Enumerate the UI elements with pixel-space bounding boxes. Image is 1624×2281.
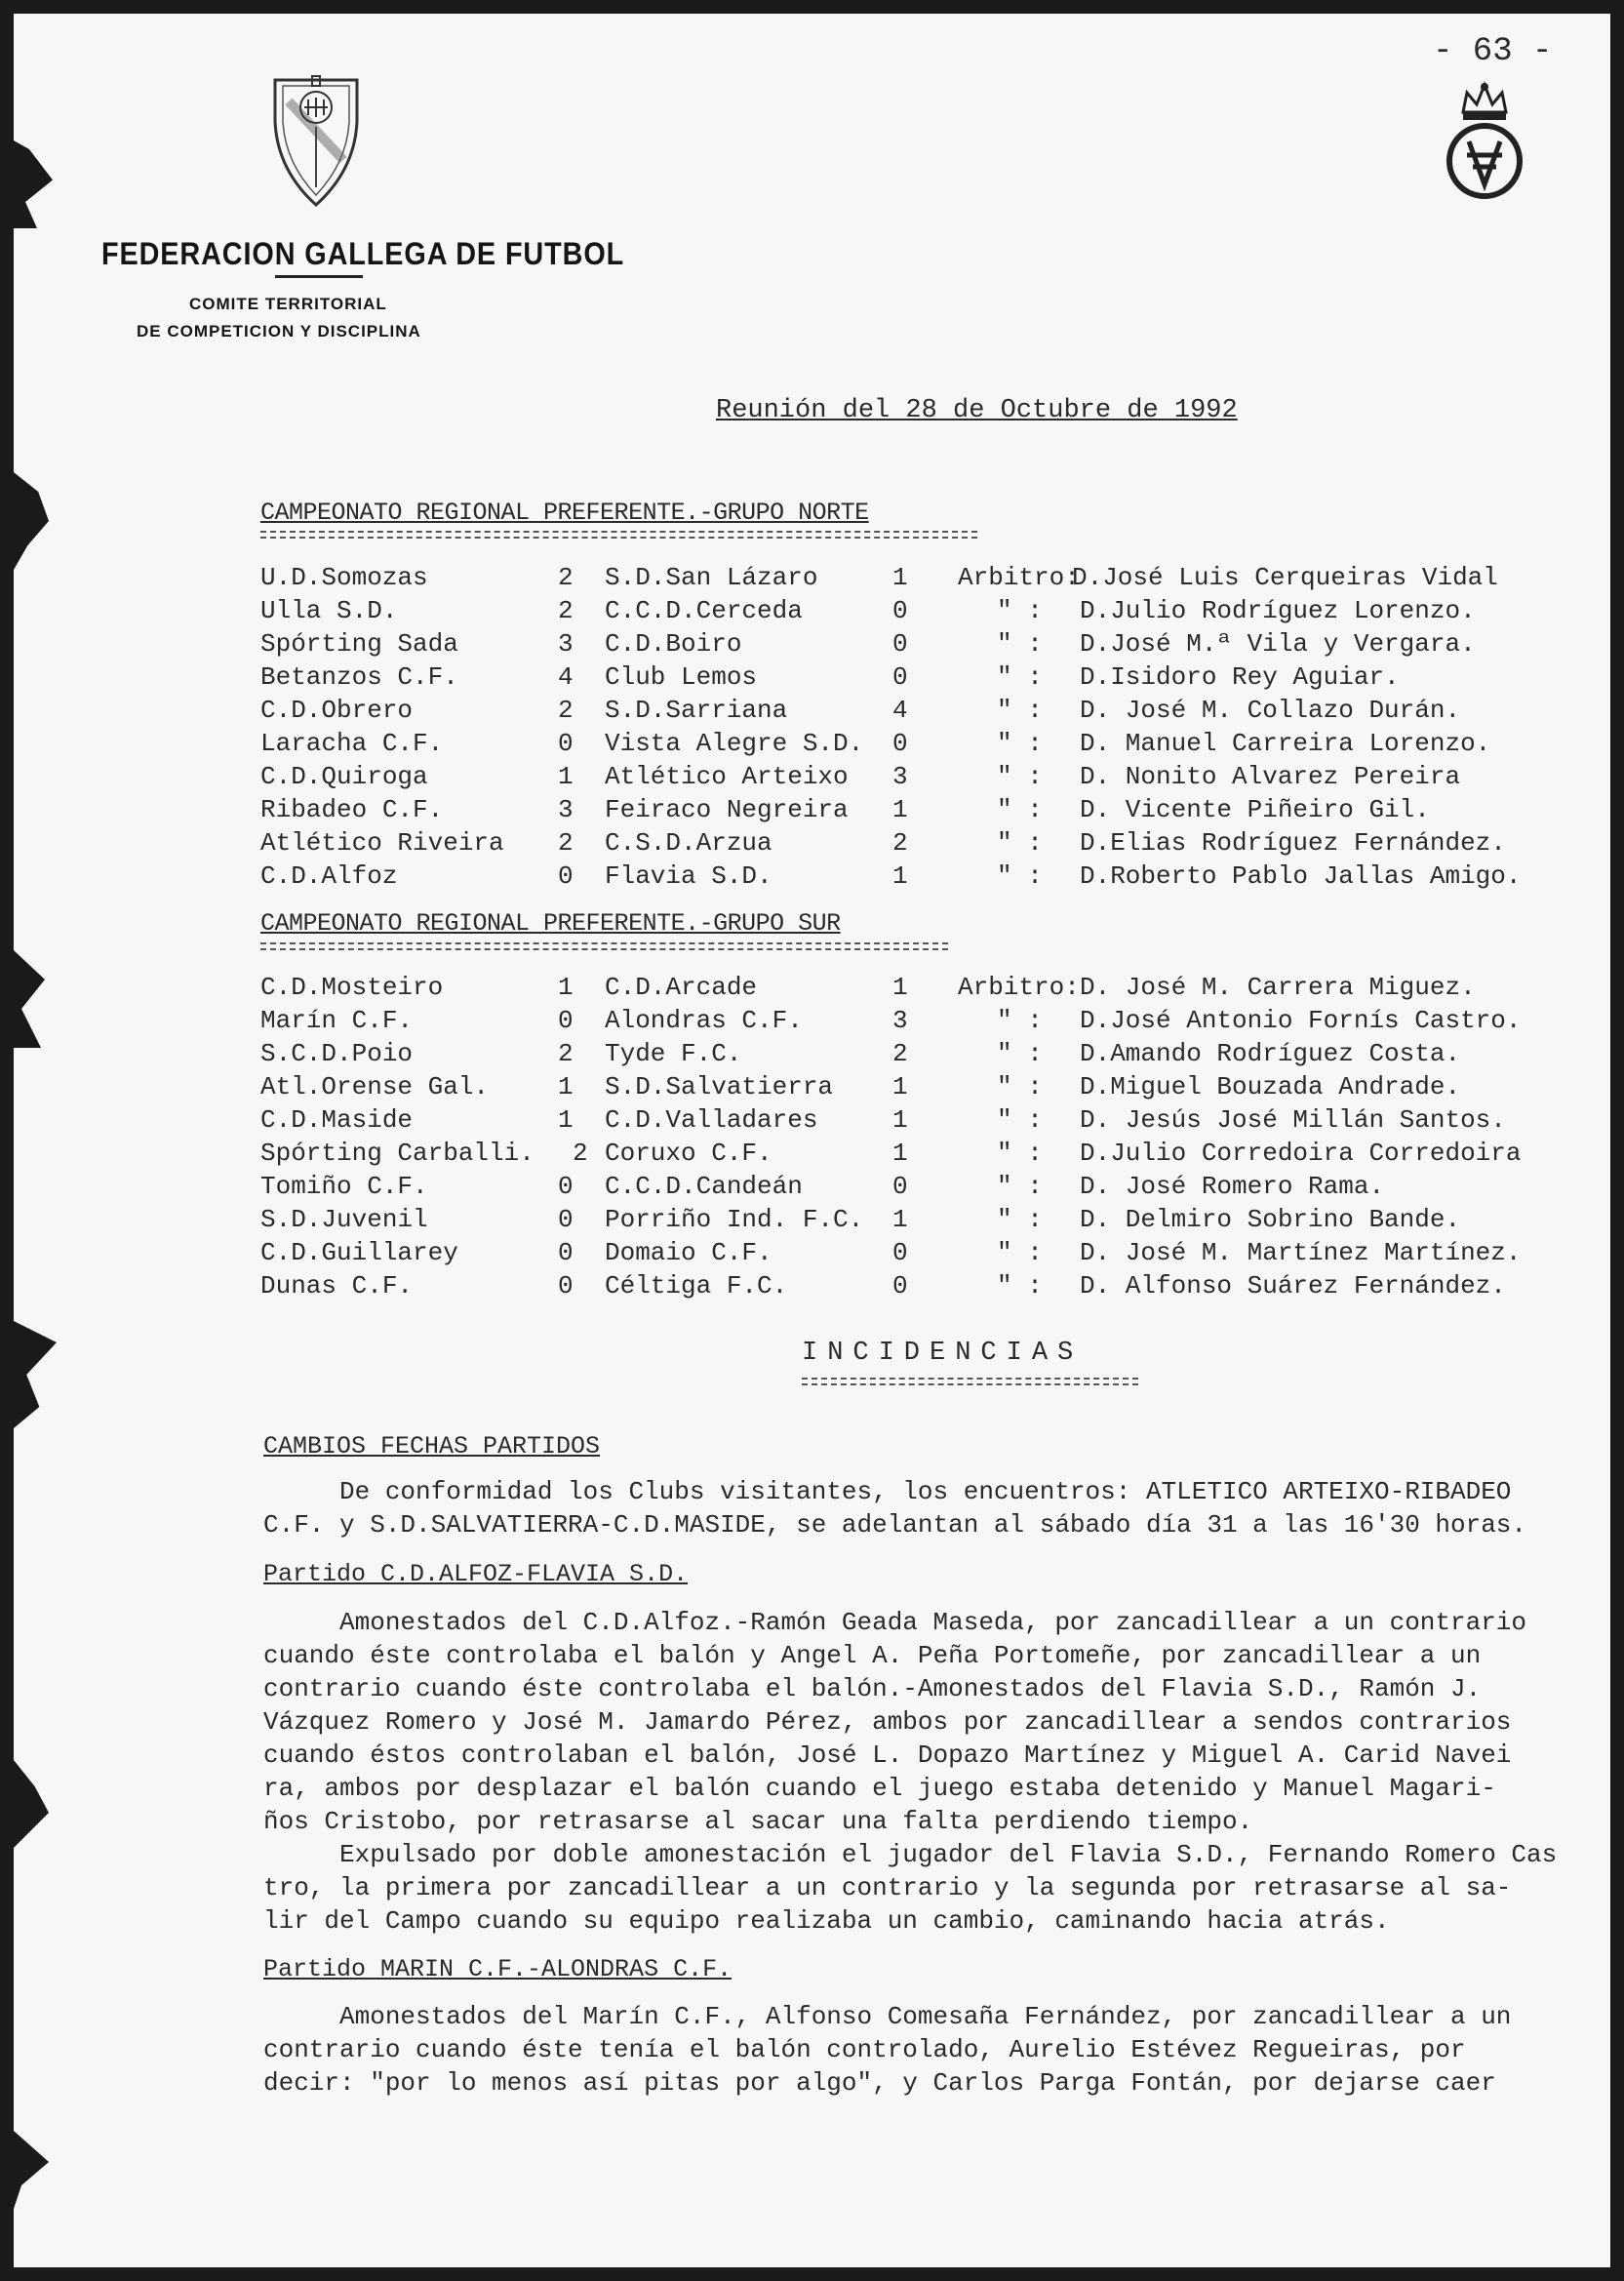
- home-team: Laracha C.F.: [260, 729, 444, 758]
- away-team: C.C.D.Candeán: [605, 1172, 803, 1201]
- home-score: 2: [558, 1039, 574, 1068]
- away-team: S.D.San Lázaro: [605, 563, 818, 592]
- home-team: C.D.Mosteiro: [260, 973, 444, 1002]
- referee: D.Roberto Pablo Jallas Amigo.: [1080, 861, 1522, 891]
- home-score: 2: [558, 828, 574, 858]
- referee: D. José M. Carrera Miguez.: [1080, 973, 1476, 1002]
- home-score: 0: [558, 1205, 574, 1234]
- away-score: 1: [892, 1205, 908, 1234]
- text-line: Expulsado por doble amonestación el jugador del Flavia S.D., Fernando Romero Cas: [263, 1840, 1558, 1869]
- home-score: 2: [573, 1139, 588, 1168]
- away-score: 0: [892, 662, 908, 692]
- away-team: Domaio C.F.: [605, 1238, 772, 1267]
- referee-label: " :: [997, 1271, 1043, 1301]
- referee: D.José Antonio Fornís Castro.: [1080, 1006, 1522, 1035]
- away-score: 1: [892, 1139, 908, 1168]
- home-team: U.D.Somozas: [260, 563, 428, 592]
- referee-label: " :: [997, 1072, 1043, 1101]
- home-team: Atlético Riveira: [260, 828, 504, 858]
- federation-title: FEDERACION GALLEGA DE FUTBOL: [101, 236, 625, 271]
- home-team: S.C.D.Poio: [260, 1039, 414, 1068]
- crown-emblem-logo: [1440, 77, 1529, 204]
- home-team: Atl.Orense Gal.: [260, 1072, 490, 1101]
- away-team: C.S.D.Arzua: [605, 828, 772, 858]
- text-line: ños Cristobo, por retrasarse al sacar una falta perdiendo tiempo.: [263, 1807, 1253, 1836]
- home-score: 3: [558, 629, 574, 659]
- group-title-norte: CAMPEONATO REGIONAL PREFERENTE.-GRUPO NORTE: [260, 499, 869, 527]
- away-score: 4: [892, 696, 908, 725]
- away-team: Alondras C.F.: [605, 1006, 803, 1035]
- referee: D.José Luis Cerqueiras Vidal: [1072, 563, 1498, 592]
- referee: D. José Romero Rama.: [1080, 1172, 1385, 1201]
- meeting-title: Reunión del 28 de Octubre de 1992: [716, 396, 1238, 425]
- away-score: 3: [892, 1006, 908, 1035]
- text-line: contrario cuando éste controlaba el balón.-Amonestados del Flavia S.D., Ramón J.: [263, 1674, 1482, 1703]
- alfoz-paragraph: [263, 1606, 1557, 1938]
- torn-edge: [14, 140, 53, 228]
- away-score: 1: [892, 861, 908, 891]
- away-score: 0: [892, 1172, 908, 1201]
- home-score: 0: [558, 1238, 574, 1267]
- torn-edge: [14, 1321, 57, 1428]
- away-team: C.D.Arcade: [605, 973, 758, 1002]
- home-team: Ulla S.D.: [260, 596, 398, 625]
- referee: D. Jesús José Millán Santos.: [1080, 1105, 1506, 1135]
- referee: D. Nonito Alvarez Pereira: [1080, 762, 1461, 791]
- away-score: 1: [892, 973, 908, 1002]
- referee: D.Isidoro Rey Aguiar.: [1080, 662, 1400, 692]
- referee-label: " :: [997, 861, 1043, 891]
- referee-label: Arbitro:: [958, 563, 1080, 592]
- away-team: Vista Alegre S.D.: [605, 729, 864, 758]
- home-score: 2: [558, 596, 574, 625]
- referee: D.Miguel Bouzada Andrade.: [1080, 1072, 1461, 1101]
- home-score: 1: [558, 1105, 574, 1135]
- referee-label: " :: [997, 1006, 1043, 1035]
- torn-edge: [14, 2131, 53, 2209]
- text-line: C.F. y S.D.SALVATIERRA-C.D.MASIDE, se adelantan al sábado día 31 a las 16'30 horas.: [263, 1510, 1527, 1540]
- away-team: C.C.D.Cerceda: [605, 596, 803, 625]
- text-line: cuando éstos controlaban el balón, José L. Dopazo Martínez y Miguel A. Carid Navei: [263, 1741, 1512, 1770]
- text-line: De conformidad los Clubs visitantes, los encuentros: ATLETICO ARTEIXO-RIBADEO: [263, 1477, 1512, 1506]
- document-page: [14, 14, 1610, 2267]
- home-team: C.D.Alfoz: [260, 861, 398, 891]
- committee-line-1: COMITE TERRITORIAL: [189, 295, 387, 313]
- double-rule: [260, 531, 977, 539]
- home-score: 2: [558, 563, 574, 592]
- home-score: 0: [558, 729, 574, 758]
- referee-label: " :: [997, 762, 1043, 791]
- marin-heading: Partido MARIN C.F.-ALONDRAS C.F.: [263, 1955, 733, 1983]
- torn-edge: [14, 1760, 49, 1848]
- referee: D. José M. Collazo Durán.: [1080, 696, 1461, 725]
- away-team: Tyde F.C.: [605, 1039, 742, 1068]
- away-score: 0: [892, 596, 908, 625]
- away-team: C.D.Valladares: [605, 1105, 818, 1135]
- away-team: Céltiga F.C.: [605, 1271, 788, 1301]
- text-line: Amonestados del C.D.Alfoz.-Ramón Geada Maseda, por zancadillear a un contrario: [263, 1608, 1527, 1637]
- home-score: 0: [558, 1271, 574, 1301]
- group-title-sur: CAMPEONATO REGIONAL PREFERENTE.-GRUPO SUR: [260, 909, 841, 938]
- away-team: Porriño Ind. F.C.: [605, 1205, 864, 1234]
- page-number: - 63 -: [1433, 33, 1553, 70]
- referee-label: " :: [997, 828, 1043, 858]
- referee-label: " :: [997, 1139, 1043, 1168]
- home-team: Marín C.F.: [260, 1006, 414, 1035]
- home-team: C.D.Obrero: [260, 696, 414, 725]
- referee-label: " :: [997, 1205, 1043, 1234]
- referee-label: " :: [997, 596, 1043, 625]
- marin-paragraph: [263, 2000, 1511, 2100]
- incidencias-title: INCIDENCIAS: [802, 1339, 1084, 1368]
- referee: D.Amando Rodríguez Costa.: [1080, 1039, 1461, 1068]
- referee-label: " :: [997, 1172, 1043, 1201]
- referee: D. Alfonso Suárez Fernández.: [1080, 1271, 1506, 1301]
- text-line: tro, la primera por zancadillear a un contrario y la segunda por retrasarse al sa-: [263, 1873, 1512, 1902]
- torn-edge: [14, 950, 53, 1048]
- away-team: S.D.Sarriana: [605, 696, 788, 725]
- cambios-paragraph: [263, 1475, 1526, 1541]
- away-team: C.D.Boiro: [605, 629, 742, 659]
- referee: D. Vicente Piñeiro Gil.: [1080, 795, 1430, 824]
- away-score: 1: [892, 1072, 908, 1101]
- referee-label: " :: [997, 1105, 1043, 1135]
- home-score: 0: [558, 1006, 574, 1035]
- away-score: 3: [892, 762, 908, 791]
- referee-label: " :: [997, 662, 1043, 692]
- torn-edge: [14, 472, 49, 570]
- referee-label: Arbitro:: [958, 973, 1080, 1002]
- text-line: Amonestados del Marín C.F., Alfonso Comesaña Fernández, por zancadillear a un: [263, 2002, 1512, 2031]
- away-score: 0: [892, 729, 908, 758]
- referee-label: " :: [997, 1039, 1043, 1068]
- home-score: 0: [558, 861, 574, 891]
- referee-label: " :: [997, 629, 1043, 659]
- away-score: 0: [892, 1271, 908, 1301]
- referee: D.Julio Rodríguez Lorenzo.: [1080, 596, 1476, 625]
- home-team: Spórting Carballi.: [260, 1139, 535, 1168]
- home-team: C.D.Quiroga: [260, 762, 428, 791]
- away-team: Flavia S.D.: [605, 861, 772, 891]
- committee-line-2: DE COMPETICION Y DISCIPLINA: [137, 322, 421, 340]
- text-line: lir del Campo cuando su equipo realizaba un cambio, caminando hacia atrás.: [263, 1906, 1390, 1936]
- home-score: 1: [558, 1072, 574, 1101]
- referee: D.José M.ª Vila y Vergara.: [1080, 629, 1476, 659]
- alfoz-heading: Partido C.D.ALFOZ-FLAVIA S.D.: [263, 1560, 689, 1588]
- home-score: 3: [558, 795, 574, 824]
- title-divider: [275, 275, 363, 278]
- home-team: S.D.Juvenil: [260, 1205, 428, 1234]
- away-team: S.D.Salvatierra: [605, 1072, 834, 1101]
- text-line: decir: "por lo menos así pitas por algo", y Carlos Parga Fontán, por dejarse caer: [263, 2068, 1496, 2098]
- home-team: Ribadeo C.F.: [260, 795, 444, 824]
- double-rule: [260, 942, 948, 950]
- away-score: 1: [892, 1105, 908, 1135]
- referee-label: " :: [997, 1238, 1043, 1267]
- referee-label: " :: [997, 696, 1043, 725]
- home-score: 0: [558, 1172, 574, 1201]
- home-team: C.D.Guillarey: [260, 1238, 458, 1267]
- away-score: 0: [892, 629, 908, 659]
- home-team: C.D.Maside: [260, 1105, 414, 1135]
- home-score: 1: [558, 762, 574, 791]
- federation-shield-logo: [269, 72, 363, 209]
- home-team: Spórting Sada: [260, 629, 458, 659]
- away-team: Club Lemos: [605, 662, 758, 692]
- referee: D.Julio Corredoira Corredoira: [1080, 1139, 1522, 1168]
- away-score: 1: [892, 795, 908, 824]
- home-score: 1: [558, 973, 574, 1002]
- referee: D. Delmiro Sobrino Bande.: [1080, 1205, 1461, 1234]
- referee-label: " :: [997, 795, 1043, 824]
- double-rule: [802, 1378, 1138, 1385]
- referee-label: " :: [997, 729, 1043, 758]
- cambios-heading: CAMBIOS FECHAS PARTIDOS: [263, 1432, 601, 1461]
- text-line: Vázquez Romero y José M. Jamardo Pérez, ambos por zancadillear a sendos contrarios: [263, 1707, 1512, 1737]
- text-line: contrario cuando éste tenía el balón controlado, Aurelio Estévez Regueiras, por: [263, 2035, 1466, 2064]
- home-score: 2: [558, 696, 574, 725]
- away-team: Feiraco Negreira: [605, 795, 849, 824]
- referee: D. José M. Martínez Martínez.: [1080, 1238, 1522, 1267]
- referee: D. Manuel Carreira Lorenzo.: [1080, 729, 1491, 758]
- away-score: 2: [892, 1039, 908, 1068]
- away-score: 2: [892, 828, 908, 858]
- text-line: ra, ambos por desplazar el balón cuando el juego estaba detenido y Manuel Magari-: [263, 1774, 1496, 1803]
- home-team: Dunas C.F.: [260, 1271, 414, 1301]
- referee: D.Elias Rodríguez Fernández.: [1080, 828, 1506, 858]
- text-line: cuando éste controlaba el balón y Angel A. Peña Portomeñe, por zancadillear a un: [263, 1641, 1482, 1670]
- away-score: 1: [892, 563, 908, 592]
- home-team: Tomiño C.F.: [260, 1172, 428, 1201]
- home-score: 4: [558, 662, 574, 692]
- away-score: 0: [892, 1238, 908, 1267]
- home-team: Betanzos C.F.: [260, 662, 458, 692]
- away-team: Atlético Arteixo: [605, 762, 849, 791]
- away-team: Coruxo C.F.: [605, 1139, 772, 1168]
